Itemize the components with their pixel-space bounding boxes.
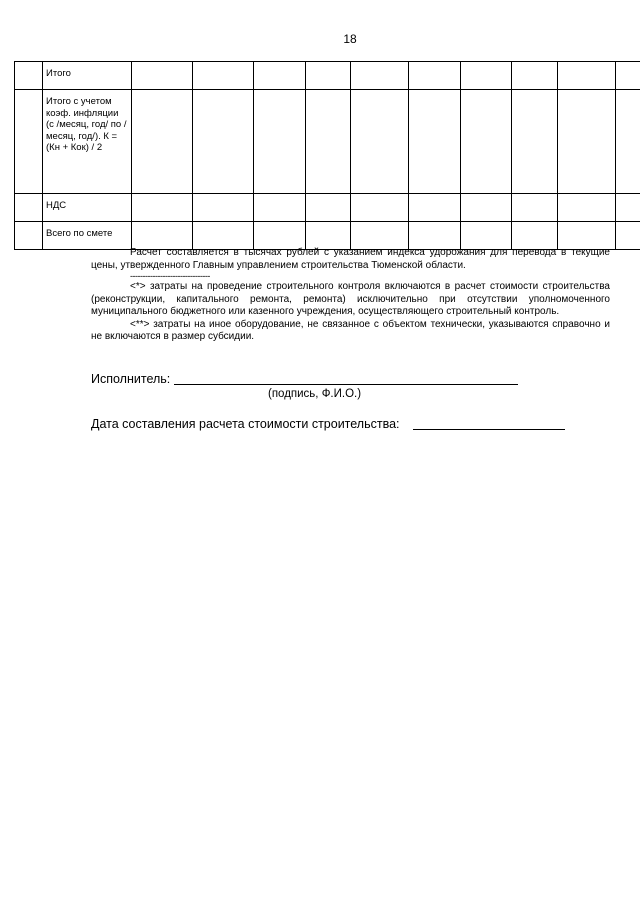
date-label: Дата составления расчета стоимости строительства: xyxy=(91,417,400,431)
row-label-nds: НДС xyxy=(43,194,132,222)
row-label-itogo: Итого xyxy=(43,62,132,90)
table-row xyxy=(15,222,640,250)
table-row xyxy=(15,90,640,194)
notes-block xyxy=(91,247,610,344)
table-row xyxy=(15,62,640,90)
footnote-construction-control: <*> затраты на проведение строительного контроля включаются в расчет стоимости строительства (реконструкции, капитального ремонта, ремонта) исключительно при отсутствии уполномоченного муниципального бюджетного или казенного учреждения, осуществляющего строительный контроль. xyxy=(91,281,610,317)
table-cell xyxy=(15,222,43,250)
footnote-equipment: <**> затраты на иное оборудование, не связанное с объектом технически, указываются справочно и не включаются в размер субсидии. xyxy=(91,318,610,342)
table-row xyxy=(15,194,640,222)
note-paragraph: Расчет составляется в тысячах рублей с указанием индекса удорожания для перевода в текущие цены, утвержденного Главным управлением строительства Тюменской области. xyxy=(91,247,610,271)
executor-label: Исполнитель: xyxy=(91,372,171,386)
table-cell xyxy=(15,90,43,194)
row-label-total: Всего по смете xyxy=(43,222,132,250)
executor-hint: (подпись, Ф.И.О.) xyxy=(268,388,362,400)
page-number: 18 xyxy=(343,32,357,46)
estimate-table xyxy=(14,61,640,250)
row-label-inflation: Итого с учетом коэф. инфляции (с /месяц, год/ по /месяц, год/). К = (Кн + Кок) / 2 xyxy=(43,90,132,194)
date-line xyxy=(413,429,565,430)
table-cell xyxy=(15,194,43,222)
executor-signature-line xyxy=(174,384,518,385)
separator-line: -------------------------------- xyxy=(130,271,210,281)
table-cell xyxy=(15,62,43,90)
